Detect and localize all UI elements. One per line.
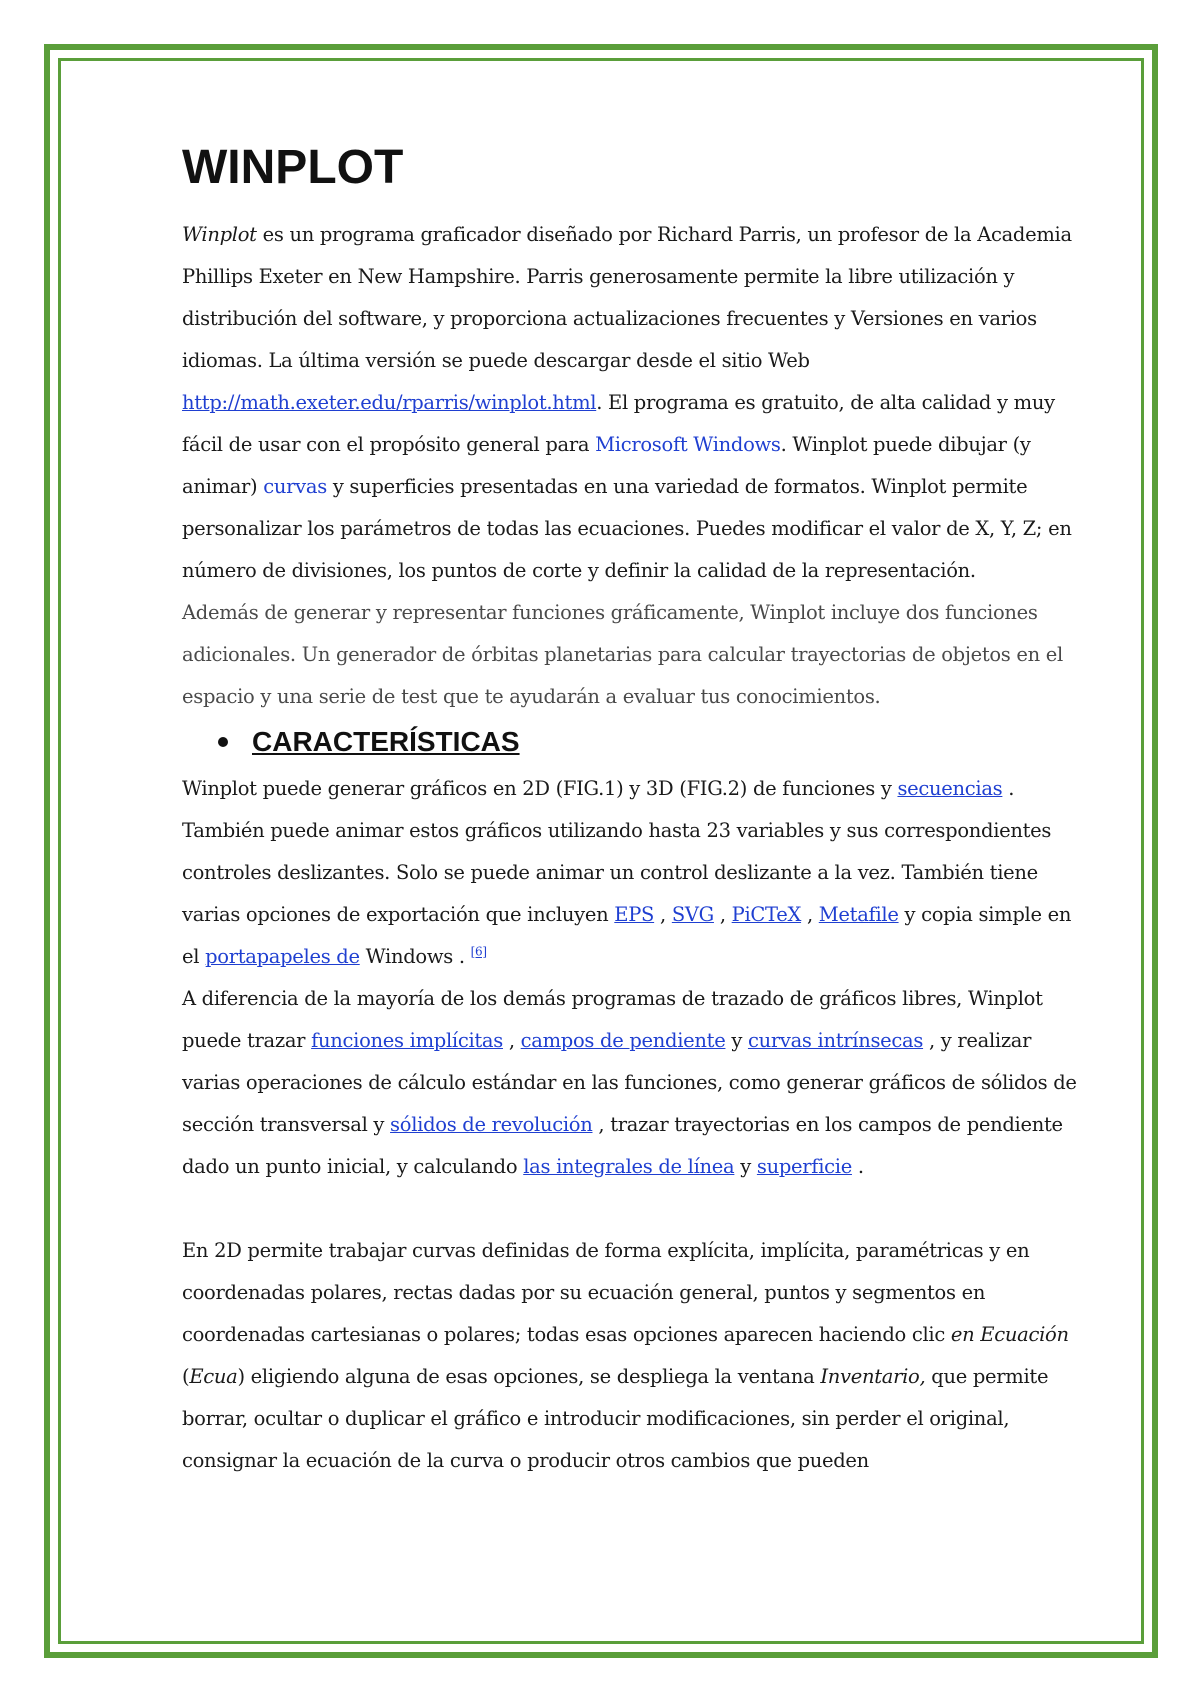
curvas-link[interactable]: curvas — [263, 475, 327, 498]
differences-paragraph: A diferencia de la mayoría de los demás programas de trazado de gráficos libres, Winplot puede trazar funciones implícitas , campos de pendiente y curvas intrínsecas , y realizar varias operaciones de cálculo estándar en las funciones, como generar gráficos de sólidos de sección transversal y sólidos de revolución , trazar trayectorias en los campos de pendiente dado un punto inicial, y calculando las integrales de línea y superficie . — [182, 987, 1077, 1178]
reference-6-link[interactable]: [6] — [470, 944, 487, 959]
features-paragraph: Winplot puede generar gráficos en 2D (FIG.1) y 3D (FIG.2) de funciones y secuencias . También puede animar estos gráficos utilizando hasta 23 variables y sus correspondientes controles deslizantes. Solo se puede animar un control deslizante a la vez. También tiene varias opciones de exportación que incluyen EPS , SVG , PiCTeX , Metafile y copia simple en el portapapeles de Windows . [6] — [182, 777, 1072, 968]
eps-link[interactable]: EPS — [614, 903, 655, 926]
solidos-revolucion-link[interactable]: sólidos de revolución — [390, 1113, 593, 1136]
integrales-linea-link[interactable]: las integrales de línea — [523, 1155, 735, 1178]
document-content — [182, 140, 1082, 1482]
winplot-url-link[interactable]: http://math.exeter.edu/rparris/winplot.html — [182, 391, 597, 414]
page-title: WINPLOT — [182, 141, 404, 194]
intro-paragraph: Winplot es un programa graficador diseñado por Richard Parris, un profesor de la Academia Phillips Exeter en New Hampshire. Parris generosamente permite la libre utilización y distribución del software, y proporciona actualizaciones frecuentes y Versiones en varios idiomas. La última versión se puede descargar desde el sitio Web http://math.exeter.edu/rparris/winplot.html. El programa es gratuito, de alta calidad y muy fácil de usar con el propósito general para Microsoft Windows. Winplot puede dibujar (y animar) curvas y superficies presentadas en una variedad de formatos. Winplot permite personalizar los parámetros de todas las ecuaciones. Puedes modificar el valor de X, Y, Z; en número de divisiones, los puntos de corte y definir la calidad de la representación. — [182, 223, 1072, 582]
winplot-emphasis: Winplot — [182, 223, 257, 246]
pictex-link[interactable]: PiCTeX — [731, 903, 802, 926]
intro-extra-paragraph: Además de generar y representar funciones gráficamente, Winplot incluye dos funciones adicionales. Un generador de órbitas planetarias para calcular trayectorias de objetos en el espacio y una serie de test que te ayudarán a evaluar tus conocimientos. — [182, 601, 1063, 708]
funciones-implicitas-link[interactable]: funciones implícitas — [311, 1029, 503, 1052]
paragraph-spacer — [182, 1188, 1082, 1230]
curvas-intrinsecas-link[interactable]: curvas intrínsecas — [747, 1029, 924, 1052]
microsoft-windows-link[interactable]: Microsoft Windows — [595, 433, 781, 456]
metafile-link[interactable]: Metafile — [818, 903, 899, 926]
portapapeles-link[interactable]: portapapeles de — [205, 945, 360, 968]
bullet-icon — [218, 737, 228, 747]
section-heading: CARACTERÍSTICAS — [252, 726, 520, 757]
svg-link[interactable]: SVG — [671, 903, 714, 926]
section-heading-row — [182, 718, 1082, 766]
superficie-link[interactable]: superficie — [756, 1155, 852, 1178]
secuencias-link[interactable]: secuencias — [897, 777, 1003, 800]
campos-pendiente-link[interactable]: campos de pendiente — [520, 1029, 726, 1052]
2d-paragraph: En 2D permite trabajar curvas definidas de forma explícita, implícita, paramétricas y en coordenadas polares, rectas dadas por su ecuación general, puntos y segmentos en coordenadas cartesianas o polares; todas esas opciones aparecen haciendo clic en Ecuación (Ecua) eligiendo alguna de esas opciones, se despliega la ventana Inventario, que permite borrar, ocultar o duplicar el gráfico e introducir modificaciones, sin perder el original, consignar la ecuación de la curva o producir otros cambios que pueden — [182, 1239, 1069, 1472]
